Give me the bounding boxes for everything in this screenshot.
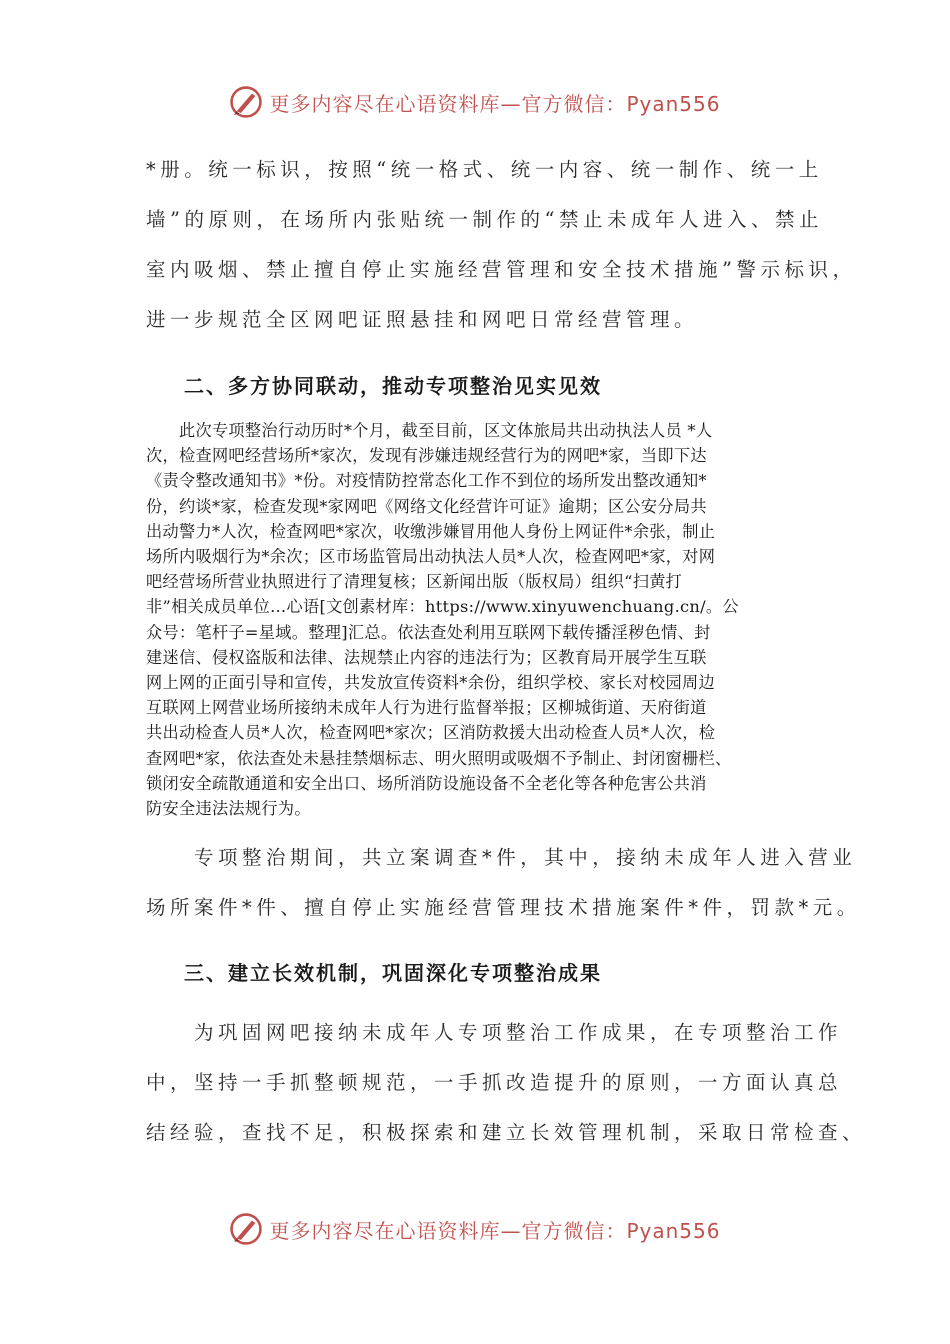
text-line: 中，坚持一手抓整顿规范，一手抓改造提升的原则，一方面认真总	[146, 1071, 843, 1094]
text-line: 查网吧*家，依法查处未悬挂禁烟标志、明火照明或吸烟不予制止、封闭窗栅栏、	[146, 748, 732, 768]
text-line: *册。统一标识，按照“统一格式、统一内容、统一制作、统一上	[146, 158, 823, 181]
text-line: 建迷信、侵权盗版和法律、法规禁止内容的违法行为；区教育局开展学生互联	[146, 647, 707, 667]
section-heading-3: 三、建立长效机制，巩固深化专项整治成果	[184, 961, 602, 985]
details-paragraph	[146, 418, 810, 821]
banner-text: 更多内容尽在心语资料库—官方微信：Pyan556	[269, 1218, 721, 1243]
footer-banner	[0, 1209, 950, 1249]
text-line: 锁闭安全疏散通道和安全出口、场所消防设施设备不全老化等各种危害公共消	[146, 773, 707, 793]
text-line: 为巩固网吧接纳未成年人专项整治工作成果，在专项整治工作	[146, 1021, 843, 1044]
text-line: 份，约谈*家，检查发现*家网吧《网络文化经营许可证》逾期；区公安分局共	[146, 496, 707, 516]
text-line: 场所案件*件、擅自停止实施经营管理技术措施案件*件，罚款*元。	[146, 896, 861, 919]
text-line: 共出动检查人员*人次，检查网吧*家次；区消防救援大出动检查人员*人次，检	[146, 723, 716, 743]
text-line: 室内吸烟、禁止擅自停止实施经营管理和安全技术措施”警示标识，	[146, 258, 857, 281]
summary-paragraph	[146, 833, 861, 933]
text-line: 进一步规范全区网吧证照悬挂和网吧日常经营管理。	[146, 308, 699, 331]
text-line: 众号：笔杆子=星域。整理]汇总。依法查处利用互联网下载传播淫秽色情、封	[146, 622, 711, 642]
closing-paragraph	[146, 1008, 867, 1158]
pen-logo-icon	[229, 1212, 263, 1246]
banner-text: 更多内容尽在心语资料库—官方微信：Pyan556	[269, 91, 721, 116]
text-line: 防安全违法法规行为。	[146, 799, 311, 819]
text-line: 出动警力*人次，检查网吧*家次，收缴涉嫌冒用他人身份上网证件*余张，制止	[146, 521, 716, 541]
text-line: 此次专项整治行动历时*个月，截至目前，区文体旅局共出动执法人员 *人	[146, 421, 713, 440]
intro-paragraph	[146, 145, 857, 345]
text-line: 网上网的正面引导和宣传，共发放宣传资料*余份，组织学校、家长对校园周边	[146, 673, 715, 693]
text-line: 次，检查网吧经营场所*家次，发现有涉嫌违规经营行为的网吧*家，当即下达	[146, 446, 707, 466]
pen-logo-icon	[229, 85, 263, 119]
text-line: 墙”的原则，在场所内张贴统一制作的“禁止未成年人进入、禁止	[146, 208, 823, 231]
text-line: 结经验，查找不足，积极探索和建立长效管理机制，采取日常检查、	[146, 1121, 867, 1144]
text-line: 专项整治期间，共立案调查*件，其中，接纳未成年人进入营业	[146, 846, 857, 869]
text-line: 《责令整改通知书》*份。对疫情防控常态化工作不到位的场所发出整改通知*	[146, 471, 707, 491]
text-line: 场所内吸烟行为*余次；区市场监管局出动执法人员*人次，检查网吧*家，对网	[146, 547, 716, 567]
text-line: 非”相关成员单位…心语[文创素材库：https://www.xinyuwenchuang.cn/。公	[146, 597, 739, 617]
header-banner	[0, 82, 950, 122]
text-line: 互联网上网营业场所接纳未成年人行为进行监督举报；区柳城街道、天府街道	[146, 698, 707, 718]
section-heading-2: 二、多方协同联动，推动专项整治见实见效	[184, 374, 602, 398]
text-line: 吧经营场所营业执照进行了清理复核；区新闻出版（版权局）组织“扫黄打	[146, 572, 683, 592]
